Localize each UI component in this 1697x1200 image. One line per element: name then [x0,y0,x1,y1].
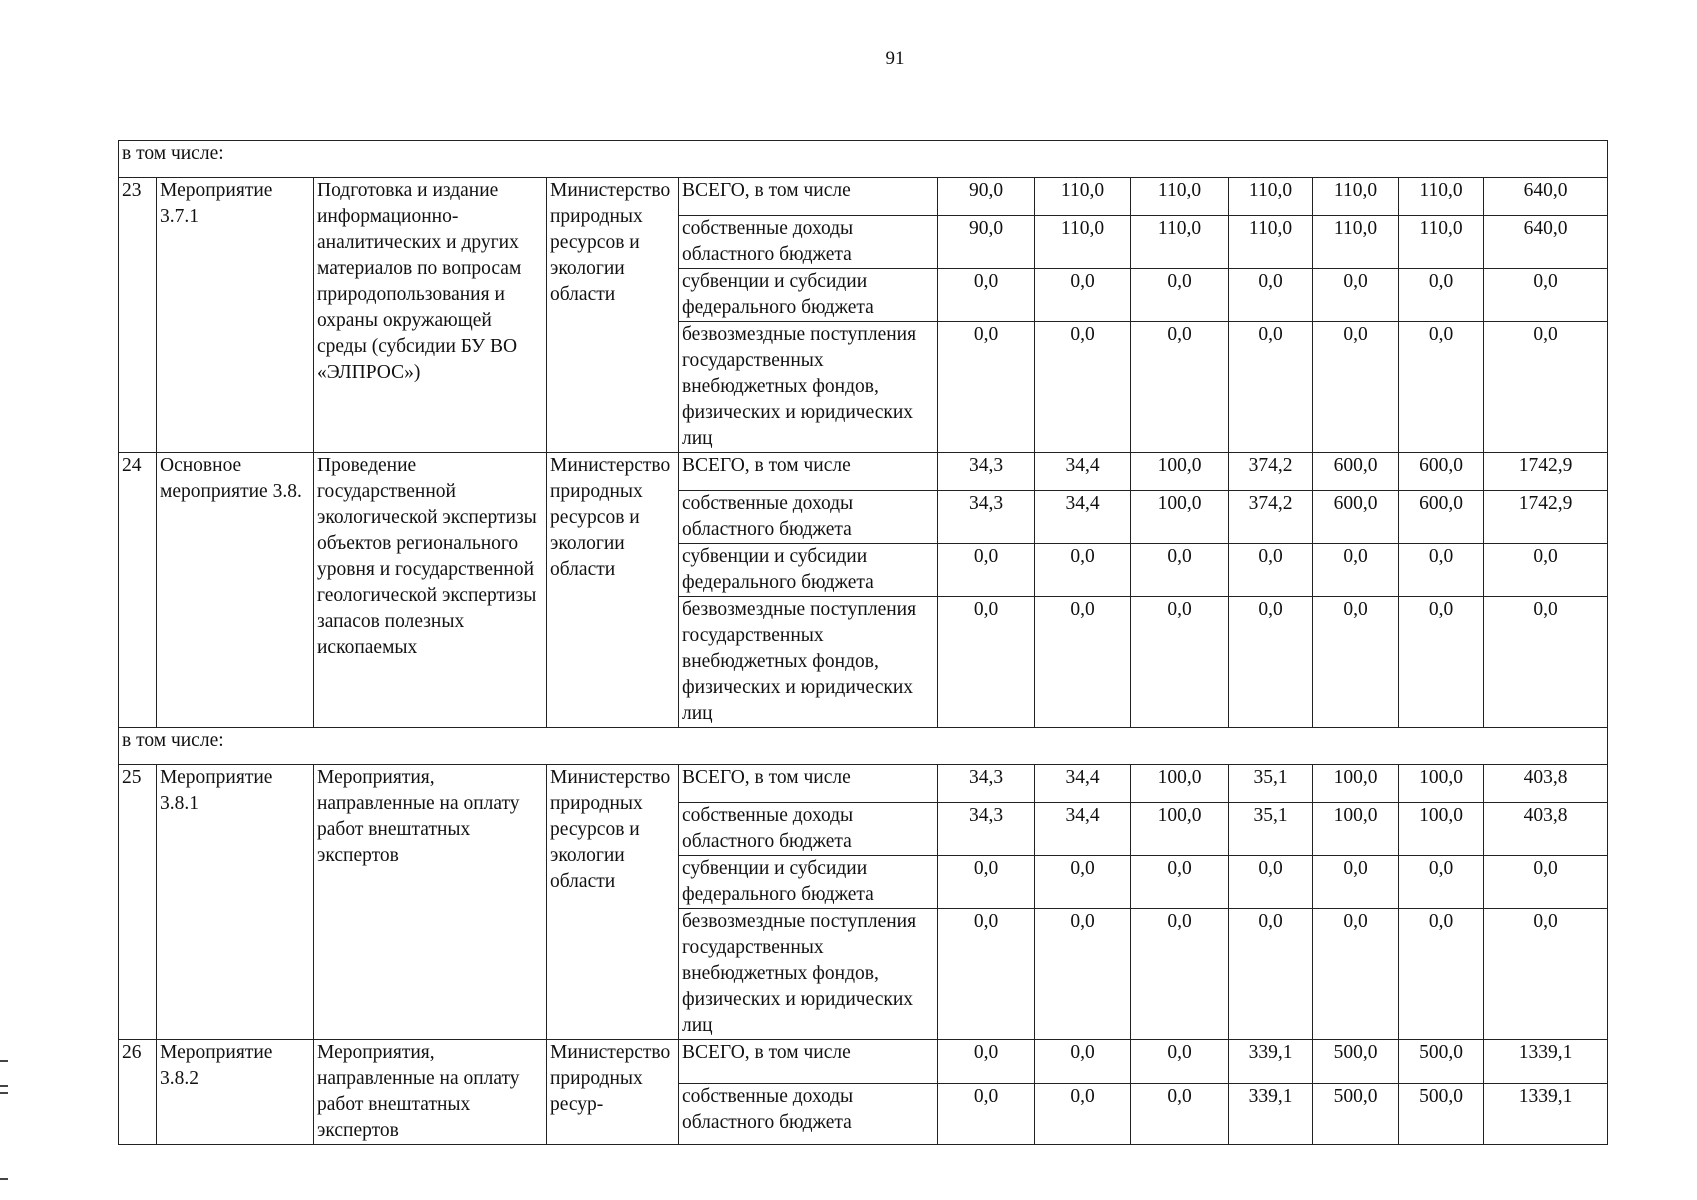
amount-cell: 34,4 [1035,803,1131,856]
amount-cell: 0,0 [1131,1040,1229,1084]
responsible-executor: Министерство природных ресурсов и экологии области [547,765,679,1040]
measure-description: Проведение государственной экологической экспертизы объектов регионального уровня и государственной геологической экспертизы запасов полезных ископаемых [314,453,547,728]
amount-cell: 0,0 [1229,544,1313,597]
amount-cell: 0,0 [1399,856,1484,909]
responsible-executor: Министерство природных ресурсов и экологии области [547,178,679,453]
amount-cell: 600,0 [1399,491,1484,544]
measure-name: Мероприятие 3.7.1 [157,178,314,453]
amount-cell: 100,0 [1313,765,1399,803]
funding-source: ВСЕГО, в том числе [679,453,938,491]
budget-table [118,140,1608,1145]
amount-cell: 34,4 [1035,765,1131,803]
amount-cell: 0,0 [1484,597,1608,728]
amount-cell: 0,0 [1484,544,1608,597]
margin-mark [0,1092,8,1094]
amount-cell: 110,0 [1035,216,1131,269]
amount-cell: 100,0 [1131,765,1229,803]
amount-cell: 0,0 [1313,269,1399,322]
amount-cell: 500,0 [1313,1040,1399,1084]
funding-source: собственные доходы областного бюджета [679,803,938,856]
amount-cell: 0,0 [1229,322,1313,453]
amount-cell: 1742,9 [1484,453,1608,491]
amount-cell: 0,0 [1399,597,1484,728]
funding-source: субвенции и субсидии федерального бюджета [679,269,938,322]
amount-cell: 0,0 [938,544,1035,597]
amount-cell: 110,0 [1399,178,1484,216]
amount-cell: 374,2 [1229,491,1313,544]
amount-cell: 0,0 [1399,322,1484,453]
row-number: 24 [119,453,157,728]
amount-cell: 600,0 [1399,453,1484,491]
measure-name: Основное мероприятие 3.8. [157,453,314,728]
amount-cell: 0,0 [1131,544,1229,597]
amount-cell: 0,0 [1313,909,1399,1040]
section-row [119,141,1608,178]
funding-source: субвенции и субсидии федерального бюджета [679,856,938,909]
amount-cell: 0,0 [1035,909,1131,1040]
amount-cell: 0,0 [1131,1083,1229,1144]
amount-cell: 0,0 [938,856,1035,909]
amount-cell: 0,0 [1313,322,1399,453]
amount-cell: 0,0 [1229,856,1313,909]
margin-mark [0,1060,8,1062]
amount-cell: 0,0 [1131,909,1229,1040]
amount-cell: 34,3 [938,491,1035,544]
amount-cell: 0,0 [938,909,1035,1040]
margin-mark [0,1178,8,1180]
amount-cell: 403,8 [1484,765,1608,803]
amount-cell: 90,0 [938,178,1035,216]
amount-cell: 600,0 [1313,491,1399,544]
funding-source: собственные доходы областного бюджета [679,491,938,544]
amount-cell: 100,0 [1399,803,1484,856]
amount-cell: 0,0 [1313,597,1399,728]
amount-cell: 640,0 [1484,178,1608,216]
amount-cell: 0,0 [1484,322,1608,453]
table-body [119,141,1608,1145]
amount-cell: 34,3 [938,453,1035,491]
amount-cell: 374,2 [1229,453,1313,491]
amount-cell: 34,3 [938,803,1035,856]
margin-mark [0,1085,8,1087]
measure-description: Мероприятия, направленные на оплату работ внештатных экспертов [314,1040,547,1145]
table-row [119,1040,1608,1084]
funding-source: собственные доходы областного бюджета [679,216,938,269]
amount-cell: 0,0 [938,322,1035,453]
amount-cell: 0,0 [1131,597,1229,728]
amount-cell: 90,0 [938,216,1035,269]
amount-cell: 0,0 [1035,544,1131,597]
amount-cell: 500,0 [1399,1083,1484,1144]
row-number: 25 [119,765,157,1040]
amount-cell: 110,0 [1229,178,1313,216]
funding-source: субвенции и субсидии федерального бюджета [679,544,938,597]
funding-source: ВСЕГО, в том числе [679,178,938,216]
amount-cell: 0,0 [1035,269,1131,322]
funding-source: ВСЕГО, в том числе [679,765,938,803]
responsible-executor: Министерство природных ресур- [547,1040,679,1145]
section-row [119,728,1608,765]
amount-cell: 34,4 [1035,491,1131,544]
table-row [119,453,1608,491]
table-row [119,765,1608,803]
amount-cell: 0,0 [1035,1040,1131,1084]
amount-cell: 0,0 [1399,544,1484,597]
amount-cell: 0,0 [1035,322,1131,453]
measure-description: Подготовка и издание информационно-аналитических и других материалов по вопросам природопользования и охраны окружающей среды (субсидии БУ ВО «ЭЛПРОС») [314,178,547,453]
amount-cell: 0,0 [1131,269,1229,322]
section-label: в том числе: [119,728,1608,765]
amount-cell: 0,0 [1399,909,1484,1040]
amount-cell: 0,0 [1131,322,1229,453]
funding-source: ВСЕГО, в том числе [679,1040,938,1084]
amount-cell: 0,0 [938,597,1035,728]
amount-cell: 110,0 [1035,178,1131,216]
amount-cell: 1339,1 [1484,1040,1608,1084]
amount-cell: 1339,1 [1484,1083,1608,1144]
amount-cell: 339,1 [1229,1040,1313,1084]
amount-cell: 500,0 [1313,1083,1399,1144]
amount-cell: 35,1 [1229,803,1313,856]
amount-cell: 0,0 [1229,269,1313,322]
measure-name: Мероприятие 3.8.2 [157,1040,314,1145]
amount-cell: 0,0 [1035,597,1131,728]
measure-description: Мероприятия, направленные на оплату работ внештатных экспертов [314,765,547,1040]
amount-cell: 34,3 [938,765,1035,803]
amount-cell: 403,8 [1484,803,1608,856]
amount-cell: 1742,9 [1484,491,1608,544]
responsible-executor: Министерство природных ресурсов и экологии области [547,453,679,728]
amount-cell: 0,0 [1484,909,1608,1040]
amount-cell: 0,0 [1484,269,1608,322]
amount-cell: 500,0 [1399,1040,1484,1084]
amount-cell: 100,0 [1131,803,1229,856]
amount-cell: 100,0 [1131,491,1229,544]
amount-cell: 0,0 [1035,1083,1131,1144]
measure-name: Мероприятие 3.8.1 [157,765,314,1040]
amount-cell: 339,1 [1229,1083,1313,1144]
table-row [119,178,1608,216]
amount-cell: 640,0 [1484,216,1608,269]
amount-cell: 0,0 [1313,856,1399,909]
row-number: 23 [119,178,157,453]
funding-source: собственные доходы областного бюджета [679,1083,938,1144]
amount-cell: 0,0 [938,1040,1035,1084]
amount-cell: 35,1 [1229,765,1313,803]
amount-cell: 0,0 [1229,909,1313,1040]
amount-cell: 0,0 [1484,856,1608,909]
amount-cell: 0,0 [1399,269,1484,322]
amount-cell: 0,0 [938,1083,1035,1144]
amount-cell: 110,0 [1131,178,1229,216]
funding-source: безвозмездные поступления государственных внебюджетных фондов, физических и юридических лиц [679,322,938,453]
funding-source: безвозмездные поступления государственных внебюджетных фондов, физических и юридических лиц [679,597,938,728]
amount-cell: 100,0 [1313,803,1399,856]
amount-cell: 34,4 [1035,453,1131,491]
amount-cell: 110,0 [1131,216,1229,269]
page-number: 91 [885,48,905,69]
funding-source: безвозмездные поступления государственных внебюджетных фондов, физических и юридических лиц [679,909,938,1040]
amount-cell: 0,0 [1131,856,1229,909]
amount-cell: 100,0 [1131,453,1229,491]
amount-cell: 0,0 [938,269,1035,322]
amount-cell: 0,0 [1229,597,1313,728]
amount-cell: 110,0 [1313,178,1399,216]
section-label: в том числе: [119,141,1608,178]
amount-cell: 110,0 [1399,216,1484,269]
amount-cell: 0,0 [1035,856,1131,909]
amount-cell: 110,0 [1313,216,1399,269]
amount-cell: 110,0 [1229,216,1313,269]
row-number: 26 [119,1040,157,1145]
amount-cell: 100,0 [1399,765,1484,803]
amount-cell: 0,0 [1313,544,1399,597]
amount-cell: 600,0 [1313,453,1399,491]
